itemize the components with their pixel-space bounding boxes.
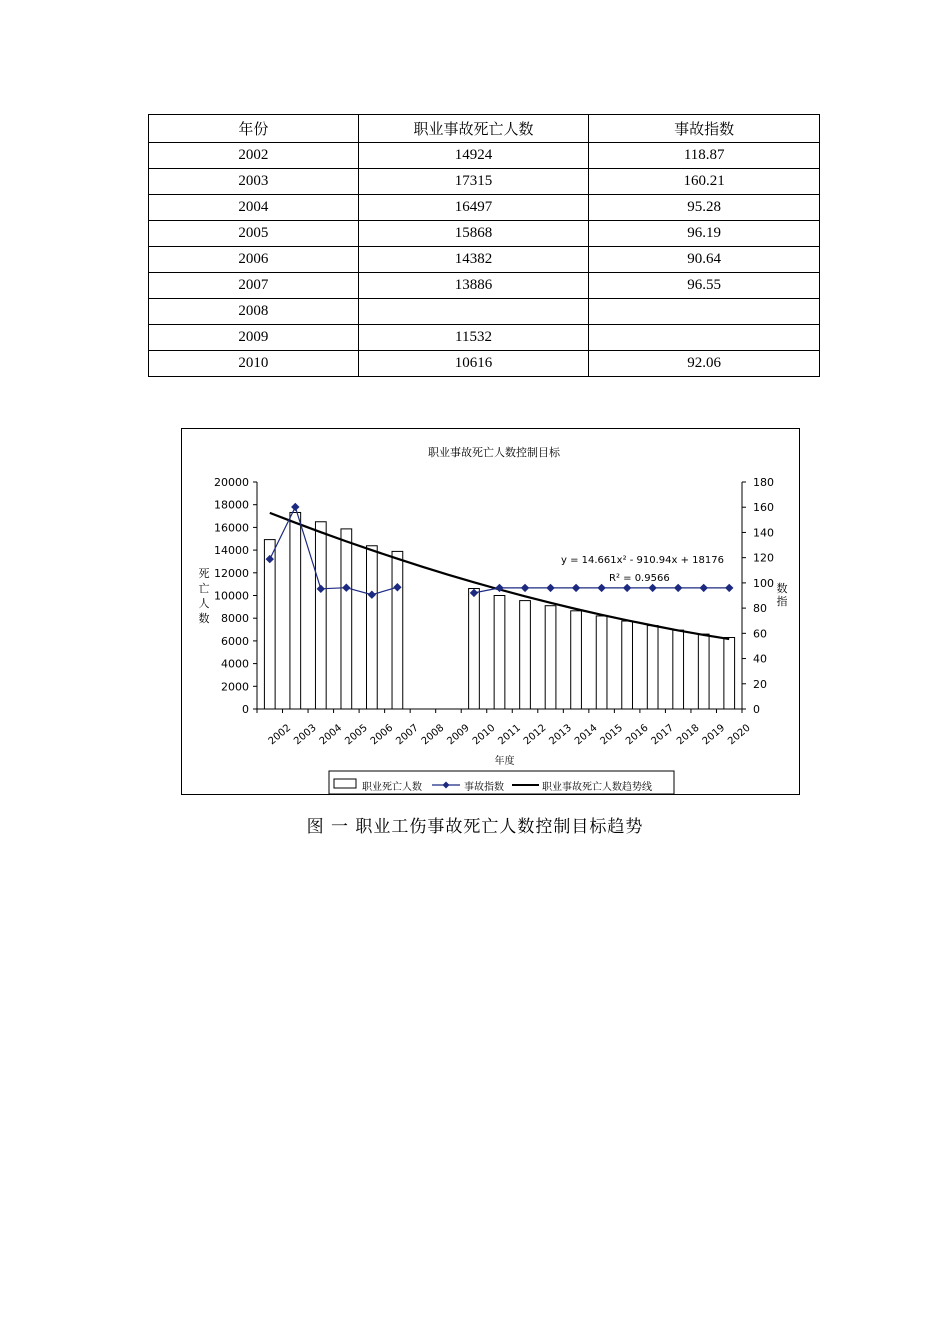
index-marker <box>292 503 299 510</box>
legend-label-trend: 职业事故死亡人数趋势线 <box>542 782 652 793</box>
index-marker <box>598 584 605 591</box>
bar <box>341 529 352 709</box>
bar <box>315 522 326 709</box>
cell-deaths: 14382 <box>358 247 589 273</box>
bar <box>571 611 582 709</box>
x-tick-label: 2003 <box>292 722 319 748</box>
cell-index: 92.06 <box>589 351 820 377</box>
bar <box>622 621 633 709</box>
cell-year: 2008 <box>149 299 359 325</box>
cell-deaths: 14924 <box>358 143 589 169</box>
index-marker <box>522 584 529 591</box>
x-tick-label: 2007 <box>394 722 421 748</box>
x-tick-label: 2019 <box>700 722 728 748</box>
cell-deaths: 11532 <box>358 325 589 351</box>
bar <box>290 512 301 709</box>
header-index: 事故指数 <box>589 115 820 143</box>
y-axis-label-char: 死 <box>198 567 210 580</box>
table-row <box>149 351 820 377</box>
x-tick-label: 2018 <box>675 722 702 748</box>
bar <box>673 630 684 709</box>
y2-tick-label: 0 <box>753 703 760 716</box>
index-marker <box>547 584 554 591</box>
cell-year: 2007 <box>149 273 359 299</box>
x-tick-label: 2010 <box>470 722 498 748</box>
cell-year: 2009 <box>149 325 359 351</box>
x-tick-label: 2009 <box>445 722 472 748</box>
y-tick-label: 0 <box>242 703 249 716</box>
legend-swatch-bars <box>334 779 356 788</box>
y2-tick-label: 20 <box>753 677 767 691</box>
cell-index: 90.64 <box>589 247 820 273</box>
index-marker <box>726 584 733 591</box>
y2-tick-label: 120 <box>753 551 774 565</box>
chart-frame <box>181 428 800 795</box>
table-row <box>149 325 820 351</box>
table-header-row <box>149 115 820 143</box>
cell-year: 2010 <box>149 351 359 377</box>
y2-tick-label: 180 <box>753 476 774 489</box>
cell-deaths: 13886 <box>358 273 589 299</box>
x-tick-label: 2011 <box>496 722 523 748</box>
x-axis-label: 年度 <box>494 756 515 767</box>
y-tick-label: 16000 <box>214 521 249 535</box>
x-tick-label: 2002 <box>266 722 294 748</box>
cell-year: 2004 <box>149 195 359 221</box>
cell-index: 96.55 <box>589 273 820 299</box>
legend-label-bars: 职业死亡人数 <box>362 782 422 793</box>
y2-tick-label: 80 <box>753 602 767 616</box>
index-line <box>270 507 398 595</box>
x-tick-label: 2020 <box>726 722 753 748</box>
bar <box>520 601 531 709</box>
bar <box>469 589 480 709</box>
cell-deaths: 10616 <box>358 351 589 377</box>
legend-label-index: 事故指数 <box>464 782 504 793</box>
cell-deaths <box>358 299 589 325</box>
cell-index <box>589 299 820 325</box>
cell-index <box>589 325 820 351</box>
bar <box>698 634 709 709</box>
y-axis-label-char: 亡 <box>198 582 210 595</box>
y-axis-label-char: 人 <box>198 597 210 610</box>
header-year: 年份 <box>149 115 359 143</box>
cell-deaths: 17315 <box>358 169 589 195</box>
cell-year: 2005 <box>149 221 359 247</box>
cell-index: 95.28 <box>589 195 820 221</box>
chart-svg <box>182 429 799 794</box>
index-marker <box>649 584 656 591</box>
cell-index: 118.87 <box>589 143 820 169</box>
y-tick-label: 2000 <box>221 680 249 694</box>
y2-tick-label: 100 <box>753 576 774 590</box>
y-tick-label: 14000 <box>214 544 249 558</box>
cell-index: 160.21 <box>589 169 820 195</box>
bar <box>367 546 378 709</box>
figure-caption: 图 一 职业工伤事故死亡人数控制目标趋势 <box>306 817 644 837</box>
table-row <box>149 299 820 325</box>
y-tick-label: 6000 <box>221 634 249 648</box>
bar <box>724 637 735 709</box>
x-tick-label: 2013 <box>547 722 574 748</box>
y-tick-label: 18000 <box>214 498 249 512</box>
index-marker <box>700 584 707 591</box>
cell-deaths: 15868 <box>358 221 589 247</box>
y2-axis-label-char: 数 <box>776 582 788 595</box>
y-axis-label-char: 数 <box>198 612 210 625</box>
table-row <box>149 143 820 169</box>
y2-axis-label-char: 指 <box>776 595 788 608</box>
index-marker <box>624 584 631 591</box>
cell-index: 96.19 <box>589 221 820 247</box>
header-deaths: 职业事故死亡人数 <box>358 115 589 143</box>
bar <box>545 606 556 709</box>
trend-r-squared: R² = 0.9566 <box>609 573 670 584</box>
table-row <box>149 169 820 195</box>
table-row <box>149 195 820 221</box>
x-tick-label: 2004 <box>317 722 345 748</box>
cell-year: 2006 <box>149 247 359 273</box>
bar <box>494 596 505 710</box>
x-tick-label: 2012 <box>521 722 549 748</box>
y2-tick-label: 140 <box>753 526 774 540</box>
data-table <box>148 114 820 377</box>
y-tick-label: 20000 <box>214 476 249 489</box>
table-row <box>149 221 820 247</box>
index-marker <box>573 584 580 591</box>
y2-tick-label: 160 <box>753 501 774 515</box>
cell-year: 2003 <box>149 169 359 195</box>
bar <box>596 616 607 709</box>
y-tick-label: 4000 <box>221 657 249 671</box>
x-tick-label: 2015 <box>598 722 626 748</box>
x-tick-label: 2006 <box>368 722 396 748</box>
index-marker <box>675 584 682 591</box>
y-tick-label: 10000 <box>214 589 249 603</box>
trend-equation: y = 14.661x² - 910.94x + 18176 <box>561 555 724 566</box>
bar <box>392 551 403 709</box>
y-tick-label: 12000 <box>214 566 249 580</box>
x-tick-label: 2016 <box>623 722 651 748</box>
x-tick-label: 2017 <box>649 722 677 748</box>
chart-title: 职业事故死亡人数控制目标 <box>428 446 560 459</box>
bar <box>264 540 275 709</box>
cell-year: 2002 <box>149 143 359 169</box>
y2-tick-label: 60 <box>753 627 767 641</box>
x-tick-label: 2014 <box>572 722 600 748</box>
bar <box>647 626 658 709</box>
y2-tick-label: 40 <box>753 652 767 666</box>
y-tick-label: 8000 <box>221 612 249 626</box>
table-row <box>149 273 820 299</box>
cell-deaths: 16497 <box>358 195 589 221</box>
table-row <box>149 247 820 273</box>
x-tick-label: 2005 <box>343 722 370 748</box>
x-tick-label: 2008 <box>419 722 447 748</box>
